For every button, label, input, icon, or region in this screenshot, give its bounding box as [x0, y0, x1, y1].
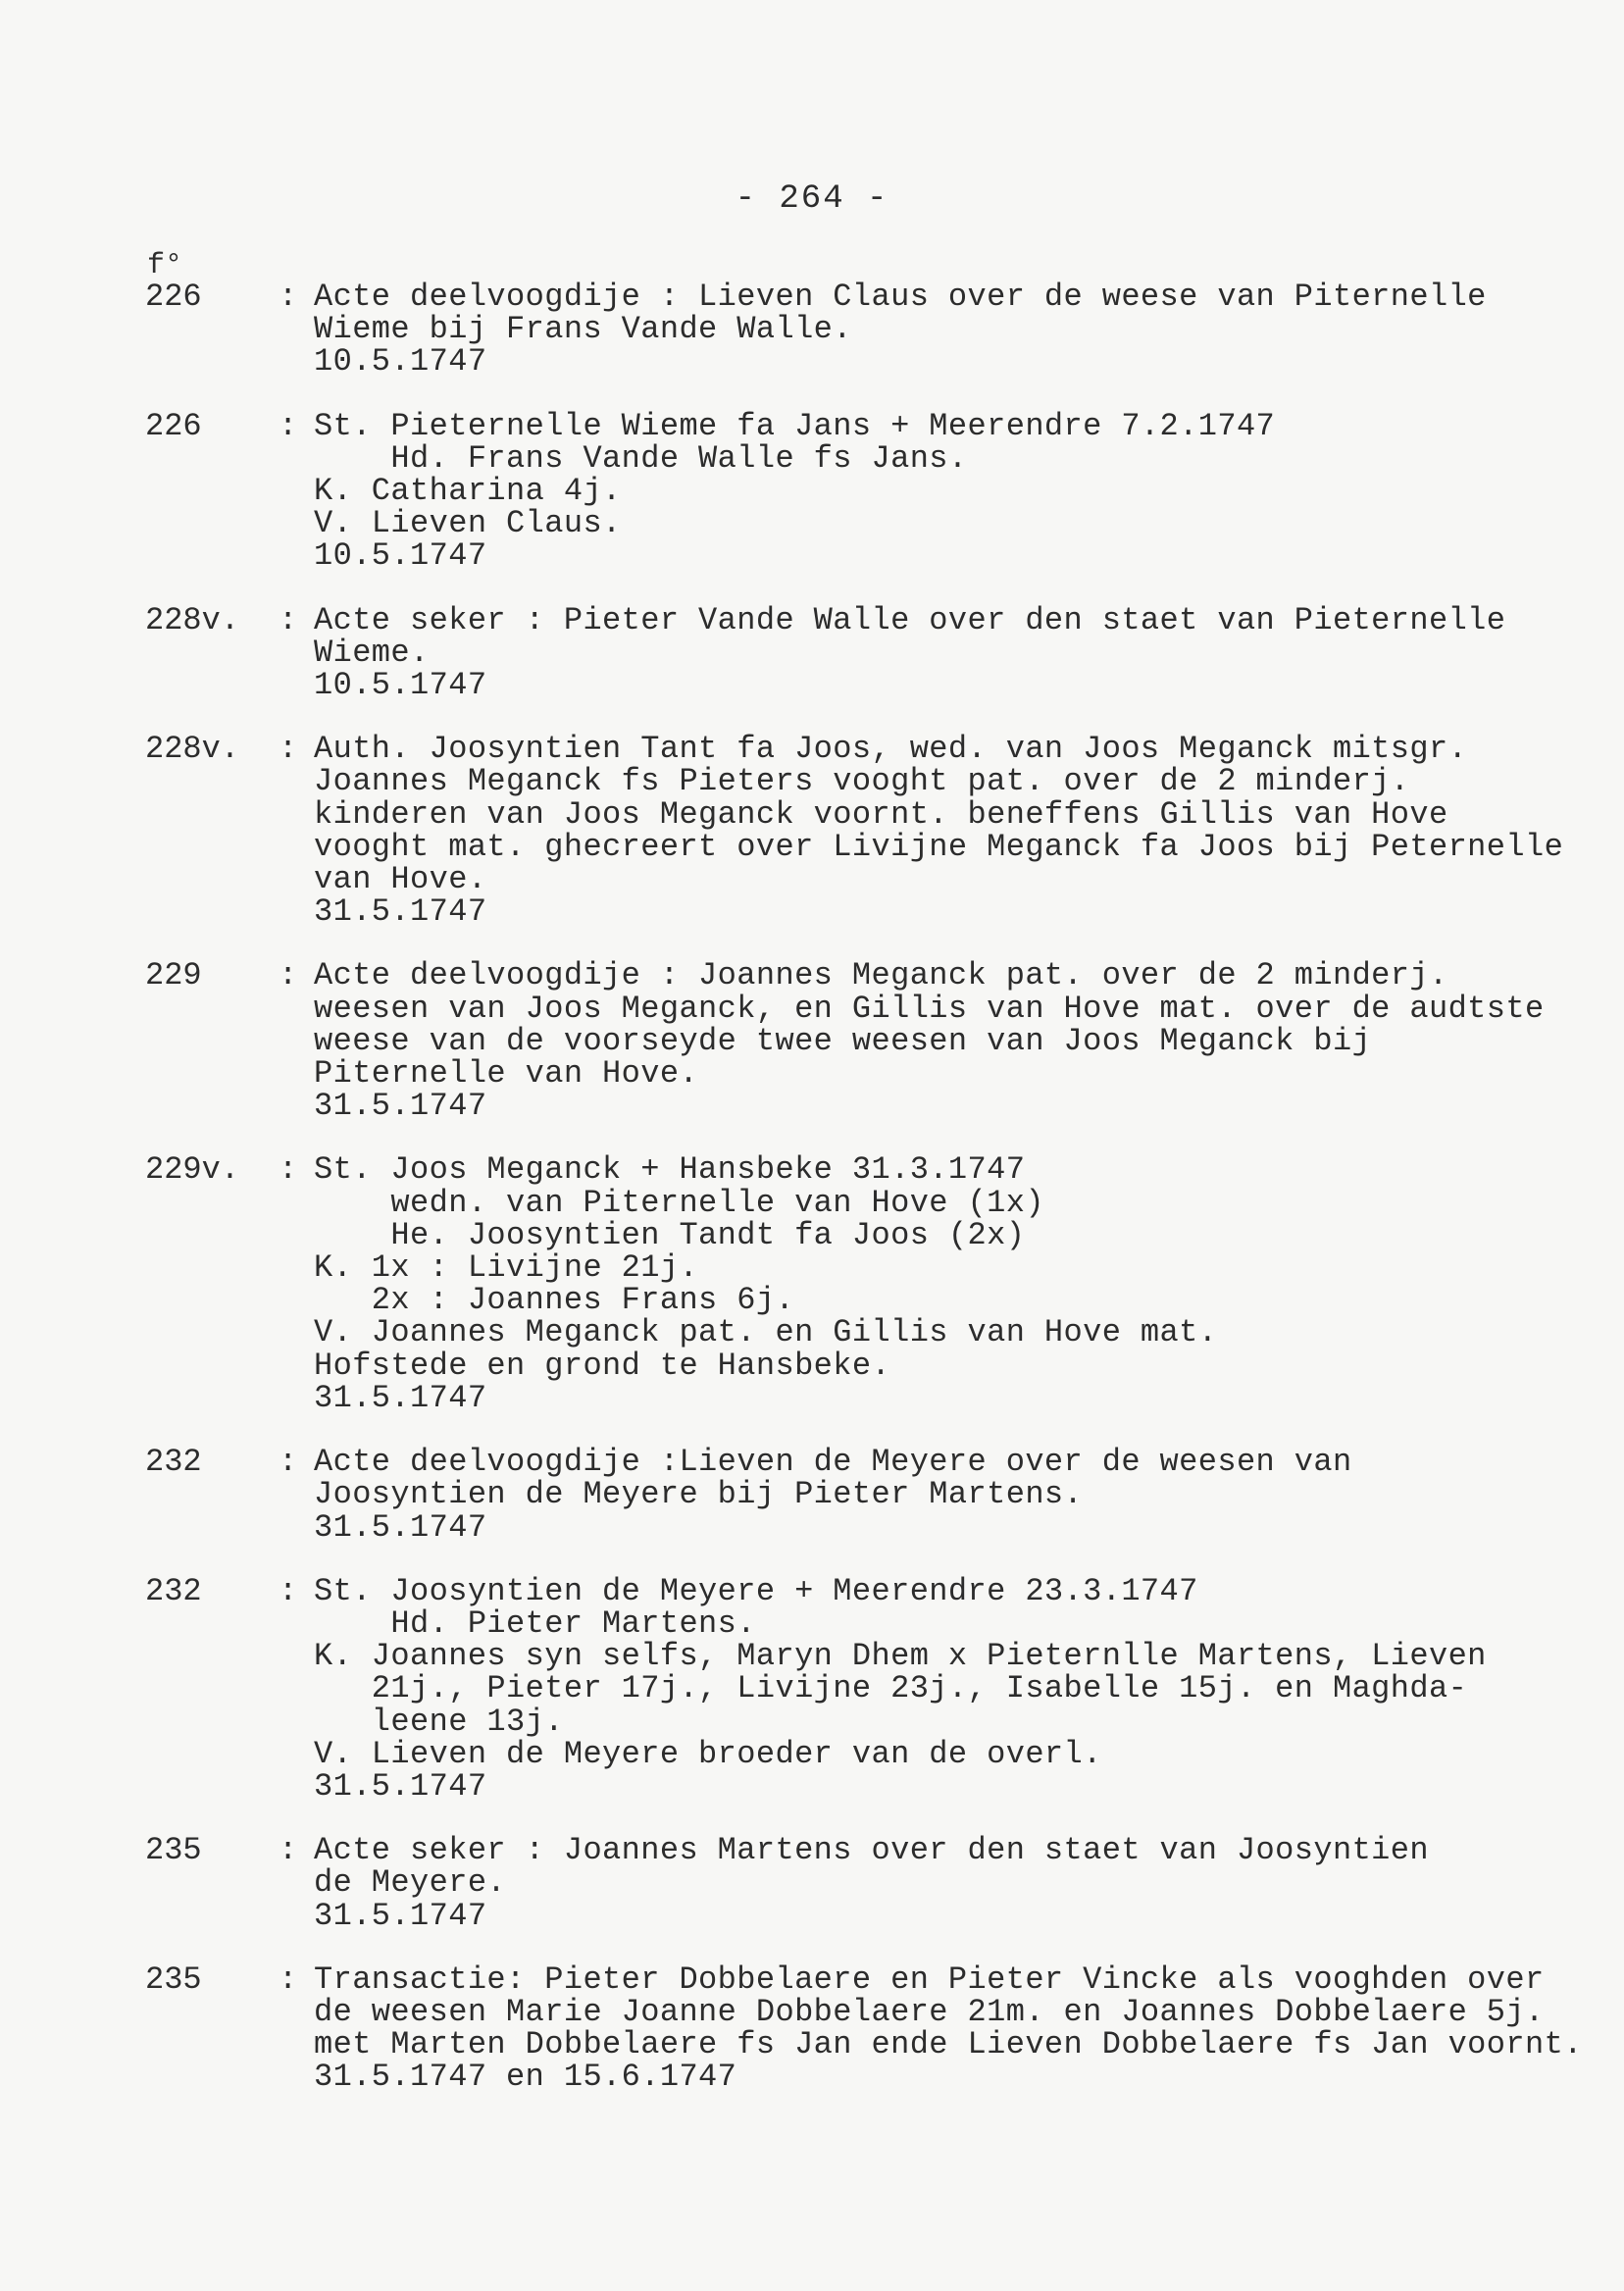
entry-line: 31.5.1747 [314, 1508, 487, 1546]
entry-line: St. Joosyntien de Meyere + Meerendre 23.3.1747 [314, 1572, 1198, 1609]
entry-line: 21j., Pieter 17j., Livijne 23j., Isabelle 15j. en Maghda- [314, 1670, 1468, 1707]
entry-line: Wieme bij Frans Vande Walle. [314, 311, 852, 348]
entry-folio-ref: 228v. [145, 731, 240, 768]
entry-separator: : [279, 1151, 298, 1189]
entry [145, 1960, 1583, 2096]
entry-line: 10.5.1747 [314, 667, 487, 704]
entry-line: wedn. van Piternelle van Hove (1x) [314, 1184, 1044, 1221]
entry-body [314, 1153, 1577, 1414]
entry [145, 1572, 1577, 1805]
entry-body [314, 1572, 1577, 1805]
entry-line: Acte deelvoogdije : Joannes Meganck pat. over de 2 minderj. [314, 957, 1448, 994]
entry-line: Acte deelvoogdije :Lieven de Meyere over de weesen van [314, 1444, 1352, 1481]
entry-line: K. 1x : Livijne 21j. [314, 1249, 699, 1287]
entry-line: Piternelle van Hove. [314, 1055, 699, 1093]
entry-line: Joannes Meganck fs Pieters vooght pat. over de 2 minderj. [314, 763, 1410, 800]
entries-list [145, 279, 1583, 2125]
entry-line: 31.5.1747 en 15.6.1747 [314, 2059, 737, 2096]
entry-line: 31.5.1747 [314, 1379, 487, 1416]
entry-line: 10.5.1747 [314, 343, 487, 381]
entry-folio-ref: 232 [145, 1572, 202, 1609]
entry-line: V. Joannes Meganck pat. en Gillis van Hove mat. [314, 1314, 1218, 1351]
entry-folio-ref: 229 [145, 957, 202, 994]
entry-separator: : [279, 1444, 298, 1481]
entry-line: 31.5.1747 [314, 893, 487, 931]
entry-separator: : [279, 1572, 298, 1609]
entry-line: Hd. Pieter Martens. [314, 1604, 756, 1642]
entry-line: van Hove. [314, 861, 487, 898]
entry-line: St. Pieternelle Wieme fa Jans + Meerendre 7.2.1747 [314, 407, 1276, 444]
entry-folio-ref: 235 [145, 1960, 202, 1998]
entry-folio-ref: 229v. [145, 1151, 240, 1189]
entry-line: Hd. Frans Vande Walle fs Jans. [314, 439, 968, 477]
entry-separator: : [279, 1832, 298, 1869]
entry-line: vooght mat. ghecreert over Livijne Meganck fa Joos bij Peternelle [314, 828, 1564, 865]
entry-line: weese van de voorseyde twee weesen van Joos Meganck bij [314, 1022, 1372, 1059]
entry-separator: : [279, 407, 298, 444]
entry-line: 10.5.1747 [314, 537, 487, 575]
entry-folio-ref: 232 [145, 1444, 202, 1481]
entry-line: Wieme. [314, 634, 430, 671]
entry-line: V. Lieven de Meyere broeder van de overl. [314, 1735, 1102, 1772]
entry-line: Acte seker : Joannes Martens over den staet van Joosyntien [314, 1832, 1429, 1869]
entry-body [314, 280, 1577, 379]
entry-separator: : [279, 601, 298, 638]
entry-folio-ref: 226 [145, 279, 202, 315]
entry-body [314, 601, 1577, 704]
entry-line: 31.5.1747 [314, 1897, 487, 1934]
page-number: - 264 - [735, 180, 889, 218]
entry-body [314, 957, 1577, 1125]
entry [145, 731, 1577, 931]
entry [145, 601, 1577, 704]
entry-line: He. Joosyntien Tandt fa Joos (2x) [314, 1216, 1026, 1253]
entry-line: K. Joannes syn selfs, Maryn Dhem x Pieternlle Martens, Lieven [314, 1638, 1487, 1675]
entry [145, 957, 1577, 1125]
entry-body [314, 1834, 1577, 1932]
entry-line: 2x : Joannes Frans 6j. [314, 1282, 795, 1319]
entry-line: de weesen Marie Joanne Dobbelaere 21m. en Joannes Dobbelaere 5j. [314, 1993, 1545, 2030]
entry [145, 1153, 1577, 1414]
entry-line: St. Joos Meganck + Hansbeke 31.3.1747 [314, 1151, 1026, 1189]
entry-body [314, 731, 1577, 931]
entry-separator: : [279, 957, 298, 994]
entry-line: K. Catharina 4j. [314, 473, 622, 510]
entry-line: de Meyere. [314, 1864, 507, 1902]
entry-folio-ref: 228v. [145, 601, 240, 638]
entry-folio-ref: 235 [145, 1832, 202, 1869]
entry-line: V. Lieven Claus. [314, 505, 622, 542]
entry-line: kinderen van Joos Meganck voornt. beneffens Gillis van Hove [314, 795, 1448, 833]
entry-line: 31.5.1747 [314, 1767, 487, 1805]
entry-line: 31.5.1747 [314, 1088, 487, 1125]
entry-separator: : [279, 279, 298, 315]
entry-line: Joosyntien de Meyere bij Pieter Martens. [314, 1476, 1084, 1513]
entry-body [314, 1960, 1583, 2096]
entry-line: Auth. Joosyntien Tant fa Joos, wed. van Joos Meganck mitsgr. [314, 731, 1468, 768]
entry-separator: : [279, 1960, 298, 1998]
entry [145, 280, 1577, 379]
folio-label: f° [147, 249, 183, 282]
entry-line: Transactie: Pieter Dobbelaere en Pieter Vincke als vooghden over [314, 1960, 1545, 1998]
entry-body [314, 1446, 1577, 1544]
entry-line: leene 13j. [314, 1703, 564, 1740]
entry [145, 407, 1577, 575]
entry-line: met Marten Dobbelaere fs Jan ende Lieven Dobbelaere fs Jan voornt. [314, 2026, 1583, 2063]
entry-folio-ref: 226 [145, 407, 202, 444]
entry-line: Acte seker : Pieter Vande Walle over den staet van Pieternelle [314, 601, 1506, 638]
entry [145, 1446, 1577, 1544]
entry-line: Hofstede en grond te Hansbeke. [314, 1347, 891, 1384]
entry-body [314, 407, 1577, 575]
entry-line: Acte deelvoogdije : Lieven Claus over de weese van Piternelle [314, 279, 1487, 315]
entry-line: weesen van Joos Meganck, en Gillis van Hove mat. over de audtste [314, 990, 1545, 1027]
entry-separator: : [279, 731, 298, 768]
entry [145, 1834, 1577, 1932]
